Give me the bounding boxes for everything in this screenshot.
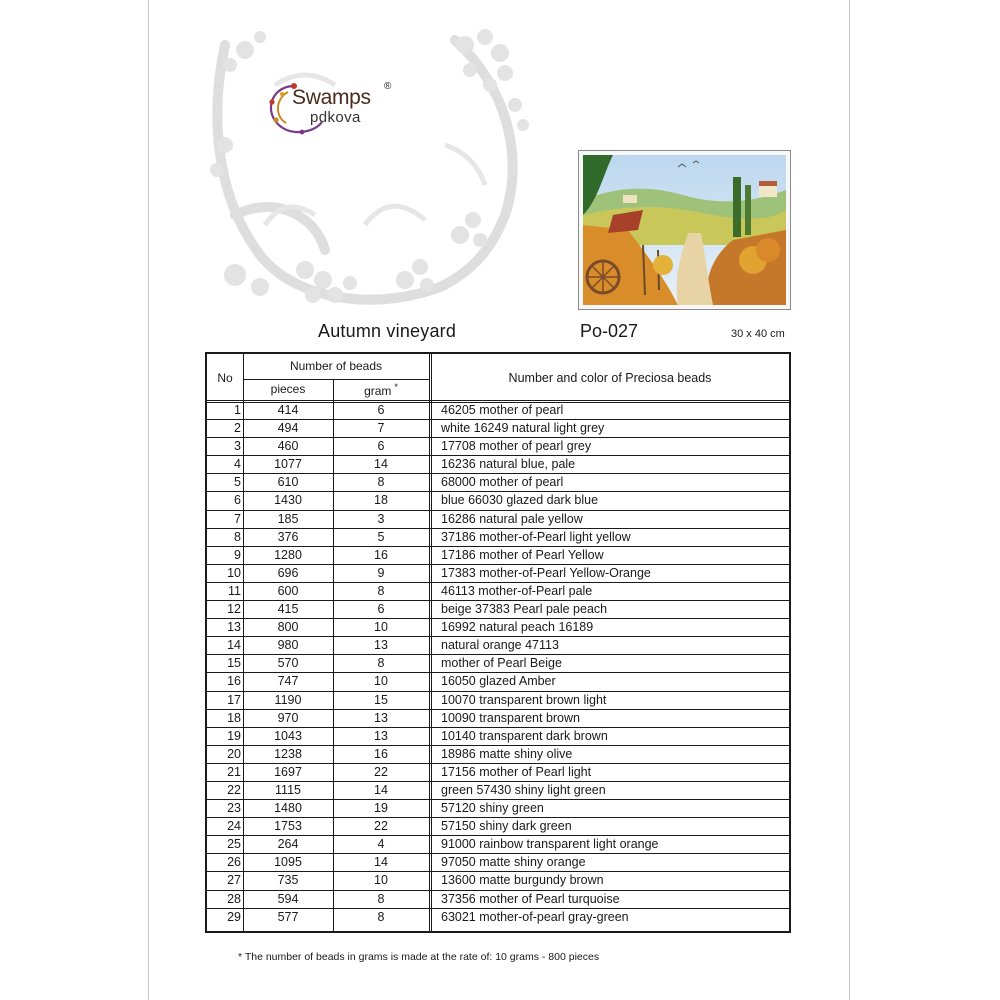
header-gram — [333, 382, 429, 398]
row-pieces: 460 — [277, 439, 299, 454]
row-color: 37356 mother of Pearl turquoise — [441, 891, 620, 906]
table-row — [207, 782, 789, 800]
floral-ornament — [205, 25, 545, 315]
table-row — [207, 456, 789, 474]
row-pieces: 610 — [277, 475, 299, 490]
row-color: 16992 natural peach 16189 — [441, 620, 594, 635]
table-header-divider — [243, 379, 429, 380]
row-gram: 14 — [374, 457, 388, 472]
row-color: 46113 mother-of-Pearl pale — [441, 583, 593, 598]
row-number: 6 — [234, 493, 241, 508]
row-number: 7 — [234, 511, 241, 526]
row-number: 28 — [227, 891, 241, 906]
table-row — [207, 891, 789, 909]
row-color: beige 37383 Pearl pale peach — [441, 602, 608, 617]
row-color: 57150 shiny dark green — [441, 819, 572, 834]
table-row — [207, 692, 789, 710]
brand-subtitle: pdkova — [310, 109, 361, 126]
row-gram: 8 — [377, 475, 385, 490]
row-pieces: 594 — [277, 891, 299, 906]
row-gram: 6 — [377, 439, 385, 454]
row-gram: 7 — [377, 421, 385, 436]
row-number: 20 — [227, 746, 241, 761]
row-number: 5 — [234, 475, 241, 490]
row-color: 57120 shiny green — [441, 801, 544, 816]
row-color: blue 66030 glazed dark blue — [441, 493, 599, 508]
row-color: 68000 mother of pearl — [441, 475, 564, 490]
product-size: 30 x 40 cm — [731, 328, 785, 340]
row-number: 18 — [227, 710, 241, 725]
row-pieces: 600 — [277, 583, 299, 598]
header-gram-label: gram — [364, 384, 392, 398]
row-gram: 10 — [374, 674, 388, 689]
table-row — [207, 909, 789, 927]
row-gram: 14 — [374, 855, 388, 870]
table-row — [207, 402, 789, 420]
row-pieces: 1115 — [275, 782, 301, 797]
table-row — [207, 746, 789, 764]
table-row — [207, 565, 789, 583]
product-title: Autumn vineyard — [318, 321, 457, 341]
header-color: Number and color of Preciosa beads — [508, 371, 712, 385]
row-gram: 3 — [377, 511, 385, 526]
row-number: 8 — [234, 529, 241, 544]
table-row — [207, 547, 789, 565]
table-row — [207, 420, 789, 438]
brand-name: Swamps — [292, 86, 371, 109]
table-row — [207, 710, 789, 728]
table-row — [207, 854, 789, 872]
table-row — [207, 673, 789, 691]
row-color: 10090 transparent brown — [441, 710, 580, 725]
row-number: 10 — [227, 565, 241, 580]
header-number-of-beads: Number of beads — [289, 359, 383, 373]
row-gram: 22 — [374, 819, 388, 834]
row-gram: 18 — [374, 493, 388, 508]
footnote: * The number of beads in grams is made at the rate of: 10 grams - 800 pieces — [238, 951, 600, 963]
row-gram: 9 — [377, 565, 385, 580]
row-gram: 19 — [374, 801, 388, 816]
row-color: 16286 natural pale yellow — [441, 511, 583, 526]
row-color: mother of Pearl Beige — [441, 656, 562, 671]
row-number: 4 — [234, 457, 241, 472]
table-row — [207, 619, 789, 637]
table-row — [207, 800, 789, 818]
row-color: 37186 mother-of-Pearl light yellow — [441, 529, 631, 544]
row-pieces: 1480 — [274, 801, 302, 816]
row-gram: 16 — [374, 547, 388, 562]
row-gram: 13 — [374, 728, 388, 743]
row-gram: 10 — [374, 620, 388, 635]
row-color: 46205 mother of pearl — [441, 403, 564, 417]
table-row — [207, 474, 789, 492]
row-color: 17383 mother-of-Pearl Yellow-Orange — [441, 565, 651, 580]
row-color: 10140 transparent dark brown — [441, 728, 608, 743]
row-color: 17186 mother of Pearl Yellow — [441, 547, 604, 562]
row-number: 9 — [234, 547, 241, 562]
row-number: 15 — [227, 656, 241, 671]
row-number: 16 — [227, 674, 241, 689]
row-number: 22 — [227, 782, 241, 797]
row-gram: 13 — [374, 638, 388, 653]
row-color: 16050 glazed Amber — [441, 674, 556, 689]
row-number: 2 — [234, 421, 241, 436]
row-gram: 6 — [377, 403, 385, 417]
table-row — [207, 728, 789, 746]
row-number: 25 — [227, 837, 241, 852]
row-color: 63021 mother-of-pearl gray-green — [441, 909, 629, 924]
row-number: 19 — [227, 728, 241, 743]
row-pieces: 1280 — [274, 547, 302, 562]
row-pieces: 1095 — [274, 855, 302, 870]
vineyard-landscape-illustration — [583, 155, 786, 305]
table-row — [207, 872, 789, 890]
row-gram: 15 — [374, 692, 388, 707]
row-pieces: 747 — [277, 674, 299, 689]
table-header-divider — [207, 400, 789, 401]
row-pieces: 264 — [277, 837, 299, 852]
row-number: 24 — [227, 819, 241, 834]
table-row — [207, 492, 789, 510]
row-pieces: 1190 — [274, 692, 302, 707]
header-no: No — [217, 371, 233, 385]
row-gram: 22 — [374, 764, 388, 779]
row-pieces: 415 — [277, 602, 299, 617]
row-color: green 57430 shiny light green — [441, 782, 606, 797]
row-gram: 8 — [377, 583, 385, 598]
table-row — [207, 655, 789, 673]
row-pieces: 1043 — [274, 728, 302, 743]
row-pieces: 800 — [277, 620, 299, 635]
row-number: 21 — [227, 764, 241, 779]
product-image — [578, 150, 791, 310]
row-pieces: 696 — [277, 565, 299, 580]
row-color: 10070 transparent brown light — [441, 692, 607, 707]
row-gram: 5 — [377, 529, 385, 544]
row-gram: 13 — [374, 710, 388, 725]
row-number: 27 — [227, 873, 241, 888]
row-color: 17708 mother of pearl grey — [441, 439, 592, 454]
row-number: 26 — [227, 855, 241, 870]
row-color: 17156 mother of Pearl light — [441, 764, 592, 779]
row-pieces: 185 — [277, 511, 299, 526]
table-row — [207, 836, 789, 854]
row-pieces: 1697 — [274, 764, 302, 779]
row-number: 12 — [227, 602, 241, 617]
row-number: 3 — [234, 439, 241, 454]
row-pieces: 376 — [277, 529, 299, 544]
row-gram: 10 — [374, 873, 388, 888]
table-row — [207, 818, 789, 836]
row-number: 14 — [227, 638, 241, 653]
row-color: 91000 rainbow transparent light orange — [441, 837, 659, 852]
row-pieces: 970 — [277, 710, 299, 725]
row-pieces: 1238 — [274, 746, 302, 761]
row-color: 97050 matte shiny orange — [441, 855, 586, 870]
header-pieces: pieces — [270, 382, 306, 396]
row-number: 11 — [228, 583, 241, 598]
row-gram: 14 — [374, 782, 388, 797]
row-number: 29 — [227, 909, 241, 924]
table-row — [207, 637, 789, 655]
row-color: 16236 natural blue, pale — [441, 457, 576, 472]
row-color: natural orange 47113 — [441, 638, 559, 653]
row-gram: 6 — [377, 602, 385, 617]
row-number: 17 — [227, 692, 241, 707]
registered-mark: ® — [384, 81, 392, 92]
row-pieces: 570 — [277, 656, 299, 671]
row-pieces: 577 — [277, 909, 299, 924]
product-code: Po-027 — [580, 321, 639, 341]
row-color: white 16249 natural light grey — [441, 421, 605, 436]
row-gram: 8 — [377, 891, 385, 906]
row-pieces: 980 — [277, 638, 299, 653]
beads-table — [205, 352, 791, 933]
row-gram: 8 — [377, 909, 385, 924]
table-row — [207, 583, 789, 601]
row-pieces: 494 — [277, 421, 299, 436]
row-number: 23 — [227, 801, 241, 816]
row-number: 1 — [234, 403, 241, 417]
table-row — [207, 601, 789, 619]
table-row — [207, 511, 789, 529]
row-pieces: 414 — [277, 403, 299, 417]
row-gram: 16 — [374, 746, 388, 761]
table-body — [207, 402, 789, 927]
table-row — [207, 764, 789, 782]
row-pieces: 1077 — [274, 457, 302, 472]
row-color: 18986 matte shiny olive — [441, 746, 573, 761]
row-pieces: 735 — [277, 873, 299, 888]
header-gram-asterisk: * — [394, 382, 398, 392]
row-color: 13600 matte burgundy brown — [441, 873, 604, 888]
table-row — [207, 529, 789, 547]
table-row — [207, 438, 789, 456]
row-number: 13 — [227, 620, 241, 635]
row-pieces: 1753 — [274, 819, 302, 834]
row-pieces: 1430 — [274, 493, 302, 508]
row-gram: 8 — [377, 656, 385, 671]
row-gram: 4 — [377, 837, 385, 852]
